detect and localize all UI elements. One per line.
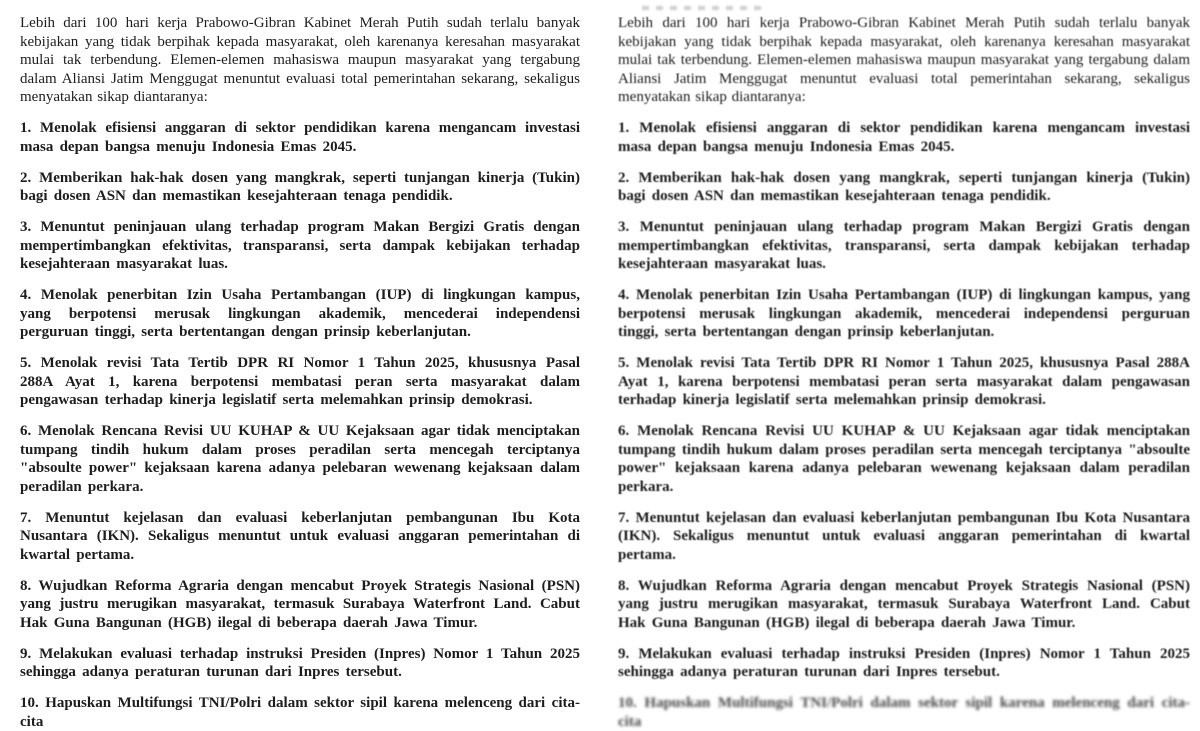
demand-item-7: 7. Menuntut kejelasan dan evaluasi keberlanjutan pembangunan Ibu Kota Nusantara (IKN). Sekaligus menuntut untuk evaluasi anggaran pemerintahan di kwartal pertama. (20, 509, 580, 563)
demand-item-5: 5. Menolak revisi Tata Tertib DPR RI Nomor 1 Tahun 2025, khususnya Pasal 288A Ayat 1, karena berpotensi membatasi peran serta masyarakat dalam pengawasan terhadap kinerja legislatif serta melemahkan prinsip demokrasi. (618, 355, 1190, 408)
demand-item-6: 6. Menolak Rencana Revisi UU KUHAP & UU Kejaksaan agar tidak menciptakan tumpang tindih hukum dalam proses peradilan serta mencegah terciptanya "absoulte power" kejaksaan karena adanya pelebaran wewenang kejaksaan dalam peradilan perkara. (618, 423, 1190, 495)
demand-item-5: 5. Menolak revisi Tata Tertib DPR RI Nomor 1 Tahun 2025, khususnya Pasal 288A Ayat 1, karena berpotensi membatasi peran serta masyarakat dalam pengawasan terhadap kinerja legislatif serta melemahkan prinsip demokrasi. (20, 355, 580, 408)
demand-item-2: 2. Memberikan hak-hak dosen yang mangkrak, seperti tunjangan kinerja (Tukin) bagi dosen ASN dan memastikan kesejahteraan tenaga pendidik. (20, 169, 580, 204)
demand-item-3: 3. Menuntut peninjauan ulang terhadap program Makan Bergizi Gratis dengan mempertimbangkan efektivitas, transparansi, serta dampak kebijakan terhadap kesejahteraan masyarakat luas. (20, 219, 580, 272)
demand-item-4: 4. Menolak penerbitan Izin Usaha Pertambangan (IUP) di lingkungan kampus, yang berpotensi merusak lingkungan akademik, mencederai independensi perguruan tinggi, serta bertentangan dengan prinsip keberlanjutan. (618, 287, 1190, 340)
document-page-right (618, 0, 1190, 730)
demand-item-4: 4. Menolak penerbitan Izin Usaha Pertambangan (IUP) di lingkungan kampus, yang berpotensi merusak lingkungan akademik, mencederai independensi perguruan tinggi, serta bertentangan dengan prinsip keberlanjutan. (20, 287, 580, 340)
demand-item-9: 9. Melakukan evaluasi terhadap instruksi Presiden (Inpres) Nomor 1 Tahun 2025 sehingga adanya peraturan turunan dari Inpres tersebut. (20, 645, 580, 680)
demand-item-1: 1. Menolak efisiensi anggaran di sektor pendidikan karena mengancam investasi masa depan bangsa menuju Indonesia Emas 2045. (20, 120, 580, 155)
document-page-left (20, 0, 580, 730)
demand-item-6: 6. Menolak Rencana Revisi UU KUHAP & UU Kejaksaan agar tidak menciptakan tumpang tindih hukum dalam proses peradilan serta mencegah terciptanya "absoulte power" kejaksaan karena adanya pelebaran wewenang kejaksaan dalam peradilan perkara. (20, 423, 580, 495)
demand-item-2: 2. Memberikan hak-hak dosen yang mangkrak, seperti tunjangan kinerja (Tukin) bagi dosen ASN dan memastikan kesejahteraan tenaga pendidik. (618, 169, 1190, 204)
demand-item-1: 1. Menolak efisiensi anggaran di sektor pendidikan karena mengancam investasi masa depan bangsa menuju Indonesia Emas 2045. (618, 120, 1190, 155)
demand-item-9: 9. Melakukan evaluasi terhadap instruksi Presiden (Inpres) Nomor 1 Tahun 2025 sehingga adanya peraturan turunan dari Inpres tersebut. (618, 645, 1190, 680)
demand-item-8: 8. Wujudkan Reforma Agraria dengan mencabut Proyek Strategis Nasional (PSN) yang justru merugikan masyarakat, termasuk Surabaya Waterfront Land. Cabut Hak Guna Bangunan (HGB) ilegal di beberapa daerah Jawa Timur. (20, 577, 580, 631)
intro-paragraph: Lebih dari 100 hari kerja Prabowo-Gibran Kabinet Merah Putih sudah terlalu banyak kebijakan yang tidak berpihak kepada masyarakat, oleh karenanya keresahan masyarakat mulai tak terbendung. Elemen-elemen mahasiswa maupun masyarakat yang tergabung dalam Aliansi Jatim Menggugat menuntut evaluasi total pemerintahan sekarang, sekaligus menyatakan sikap diantaranya: (618, 15, 1190, 105)
demand-item-10: 10. Hapuskan Multifungsi TNI/Polri dalam sektor sipil karena melenceng dari cita-cita (618, 695, 1190, 730)
intro-paragraph: Lebih dari 100 hari kerja Prabowo-Gibran Kabinet Merah Putih sudah terlalu banyak kebijakan yang tidak berpihak kepada masyarakat, oleh karenanya keresahan masyarakat mulai tak terbendung. Elemen-elemen mahasiswa maupun masyarakat yang tergabung dalam Aliansi Jatim Menggugat menuntut evaluasi total pemerintahan sekarang, sekaligus menyatakan sikap diantaranya: (20, 15, 580, 105)
demand-item-8: 8. Wujudkan Reforma Agraria dengan mencabut Proyek Strategis Nasional (PSN) yang justru merugikan masyarakat, termasuk Surabaya Waterfront Land. Cabut Hak Guna Bangunan (HGB) ilegal di beberapa daerah Jawa Timur. (618, 577, 1190, 631)
demand-item-7: 7. Menuntut kejelasan dan evaluasi keberlanjutan pembangunan Ibu Kota Nusantara (IKN). Sekaligus menuntut untuk evaluasi anggaran pemerintahan di kwartal pertama. (618, 509, 1190, 563)
demand-item-3: 3. Menuntut peninjauan ulang terhadap program Makan Bergizi Gratis dengan mempertimbangkan efektivitas, transparansi, serta dampak kebijakan terhadap kesejahteraan masyarakat luas. (618, 219, 1190, 272)
demand-item-10: 10. Hapuskan Multifungsi TNI/Polri dalam sektor sipil karena melenceng dari cita-cita (20, 695, 580, 730)
